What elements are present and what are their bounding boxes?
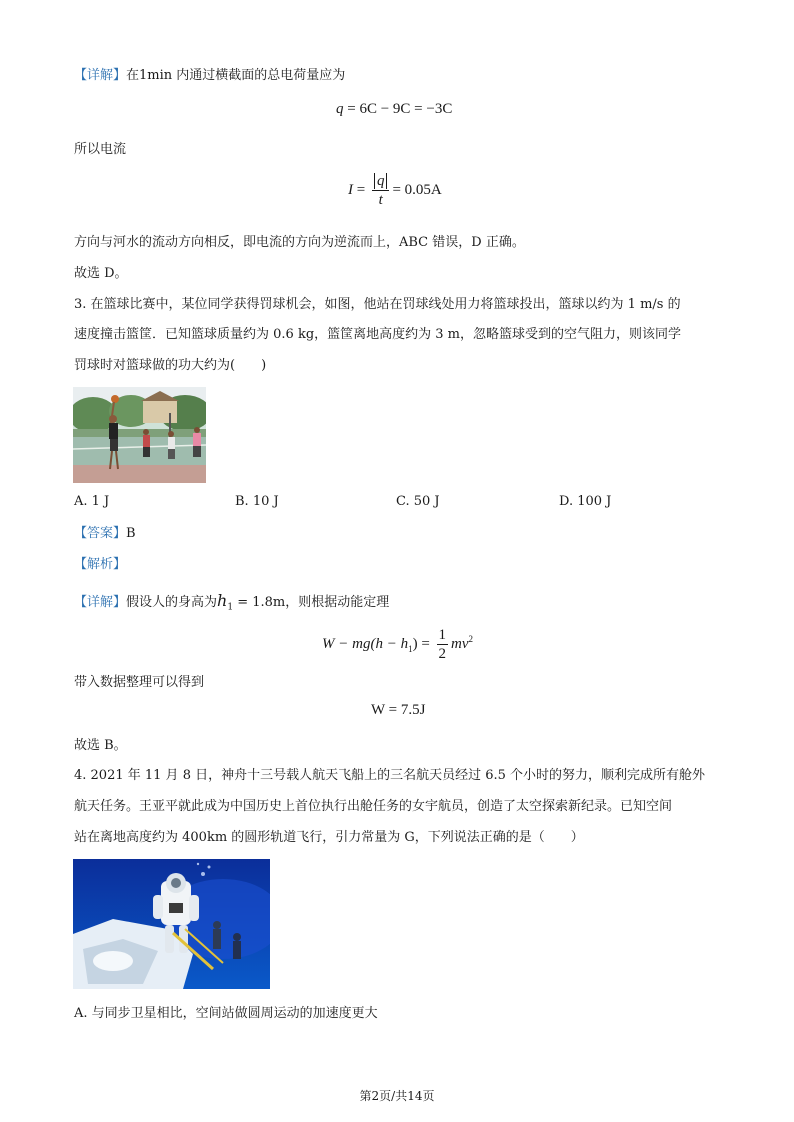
option-b: B. 10 J <box>235 494 279 509</box>
current-line: 所以电流 <box>74 142 127 157</box>
option-a: A. 1 J <box>74 494 110 509</box>
direction-line: 方向与河水的流动方向相反，即电流的方向为逆流而上，ABC 错误，D 正确。 <box>74 235 525 250</box>
detail-line-q3: 【详解】假设人的身高为$h_1 = 1.8m$，则根据动能定理 <box>74 591 390 613</box>
analysis-line <box>74 556 126 574</box>
page-footer: 第2页/共14页 <box>359 1089 435 1103</box>
option-c: C. 50 J <box>396 494 440 509</box>
equation-work-energy: $W - mg(h - h_1)$ = $\frac{1}{2}$ $mv^2$ <box>322 627 474 662</box>
equation-charge: q = 6C − 9C = −3C <box>336 101 453 117</box>
basketball-scene-illustration <box>73 387 206 483</box>
question-3-line-1: 3. 在篮球比赛中，某位同学获得罚球机会，如图，他站在罚球线处用力将篮球投出，篮球以约为 1 m/s 的 <box>74 297 681 312</box>
astronaut-photo <box>73 859 270 989</box>
answer-line <box>74 525 136 543</box>
analysis-label: 【解析】 <box>74 557 127 572</box>
equation-result: W = 7.5J <box>371 702 426 718</box>
conclusion-b: 故选 B。 <box>74 738 127 753</box>
question-3-line-2: 速度撞击篮筐．已知篮球质量约为 0.6 kg，篮筐离地高度约为 3 m，忽略篮球受到的空气阻力，则该同学 <box>74 327 682 342</box>
option-d: D. 100 J <box>559 494 612 509</box>
substitute-line: 带入数据整理可以得到 <box>74 675 205 690</box>
answer-label: 【答案】 <box>74 526 127 541</box>
astronaut-underwater-illustration <box>73 859 270 989</box>
detail-label-q3: 【详解】 <box>74 595 127 610</box>
conclusion-d: 故选 D。 <box>74 266 128 281</box>
question-4-line-1: 4. 2021 年 11 月 8 日，神舟十三号载人航天飞船上的三名航天员经过 6.5 个小时的努力，顺利完成所有舱外 <box>74 768 706 783</box>
detail-line-1: 【详解】在1min 内通过横截面的总电荷量应为 <box>74 68 346 83</box>
question-3-line-3: 罚球时对篮球做的功大约为( ) <box>74 358 267 373</box>
detail-label: 【详解】 <box>74 68 127 83</box>
answer-value: B <box>126 526 136 541</box>
question-4-line-2: 航天任务。王亚平就此成为中国历史上首位执行出舱任务的女宇航员，创造了太空探索新纪录。已知空间 <box>74 799 673 814</box>
question-4-option-a: A. 与同步卫星相比，空间站做圆周运动的加速度更大 <box>74 1006 378 1021</box>
question-4-line-3: 站在离地高度约为 400km 的圆形轨道飞行，引力常量为 G，下列说法正确的是（ ） <box>74 830 584 845</box>
basketball-photo <box>73 387 206 483</box>
equation-current: I = $\frac{q}{t}$ = 0.05A <box>348 173 442 208</box>
